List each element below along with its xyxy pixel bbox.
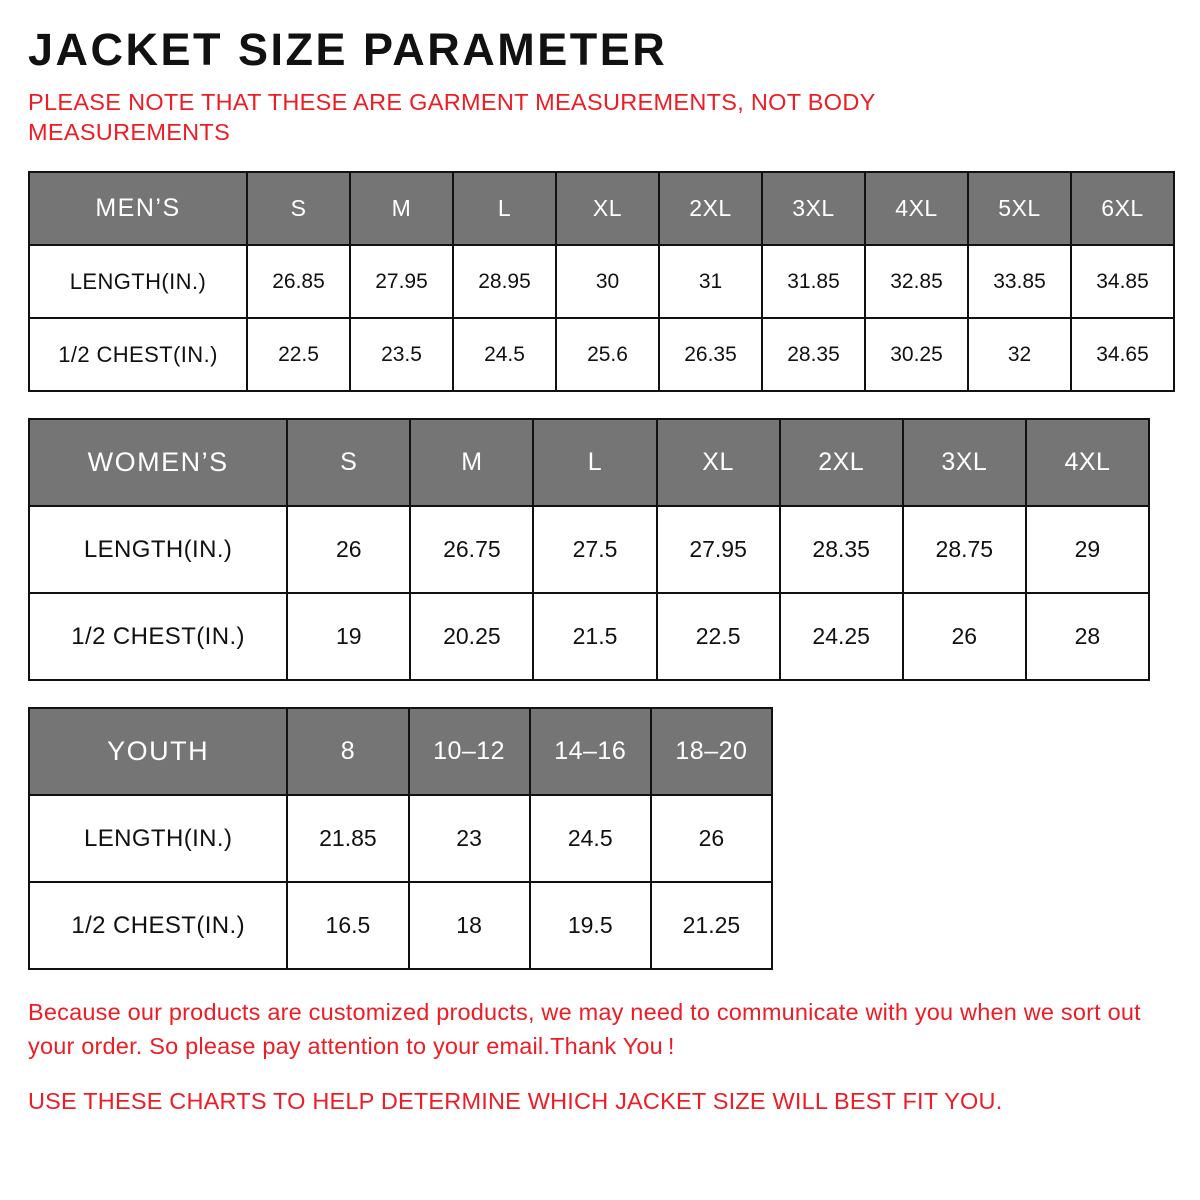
youth-size-header: 14–16 bbox=[530, 708, 651, 795]
womens-size-table bbox=[28, 418, 1150, 681]
youth-size-table bbox=[28, 707, 773, 970]
mens-length-value: 31 bbox=[659, 245, 762, 318]
womens-table-label: WOMEN’S bbox=[29, 419, 287, 506]
womens-size-header: M bbox=[410, 419, 533, 506]
womens-length-label: LENGTH(IN.) bbox=[29, 506, 287, 593]
womens-length-value: 27.95 bbox=[657, 506, 780, 593]
youth-size-header: 10–12 bbox=[409, 708, 530, 795]
table-row bbox=[29, 795, 772, 882]
youth-table-label: YOUTH bbox=[29, 708, 287, 795]
mens-chest-value: 32 bbox=[968, 318, 1071, 391]
mens-length-value: 28.95 bbox=[453, 245, 556, 318]
mens-chest-value: 22.5 bbox=[247, 318, 350, 391]
womens-length-value: 26.75 bbox=[410, 506, 533, 593]
youth-chest-value: 19.5 bbox=[530, 882, 651, 969]
womens-size-header: 2XL bbox=[780, 419, 903, 506]
womens-length-value: 28.75 bbox=[903, 506, 1026, 593]
youth-chest-value: 18 bbox=[409, 882, 530, 969]
mens-length-value: 26.85 bbox=[247, 245, 350, 318]
table-row bbox=[29, 172, 1174, 245]
youth-chest-label: 1/2 CHEST(IN.) bbox=[29, 882, 287, 969]
table-row bbox=[29, 593, 1149, 680]
table-row bbox=[29, 506, 1149, 593]
mens-size-header: 2XL bbox=[659, 172, 762, 245]
mens-size-header: S bbox=[247, 172, 350, 245]
mens-chest-value: 30.25 bbox=[865, 318, 968, 391]
mens-size-header: 6XL bbox=[1071, 172, 1174, 245]
mens-chest-value: 23.5 bbox=[350, 318, 453, 391]
youth-size-header: 18–20 bbox=[651, 708, 772, 795]
womens-size-header: S bbox=[287, 419, 410, 506]
youth-length-value: 21.85 bbox=[287, 795, 408, 882]
womens-chest-value: 20.25 bbox=[410, 593, 533, 680]
youth-length-value: 23 bbox=[409, 795, 530, 882]
mens-length-value: 34.85 bbox=[1071, 245, 1174, 318]
table-row bbox=[29, 318, 1174, 391]
mens-size-header: L bbox=[453, 172, 556, 245]
youth-length-value: 26 bbox=[651, 795, 772, 882]
womens-size-header: L bbox=[533, 419, 656, 506]
mens-length-value: 27.95 bbox=[350, 245, 453, 318]
womens-chest-label: 1/2 CHEST(IN.) bbox=[29, 593, 287, 680]
womens-chest-value: 22.5 bbox=[657, 593, 780, 680]
table-row bbox=[29, 245, 1174, 318]
womens-size-header: 3XL bbox=[903, 419, 1026, 506]
youth-size-header: 8 bbox=[287, 708, 408, 795]
womens-chest-value: 24.25 bbox=[780, 593, 903, 680]
youth-chest-value: 21.25 bbox=[651, 882, 772, 969]
mens-chest-label: 1/2 CHEST(IN.) bbox=[29, 318, 247, 391]
chart-usage-note: USE THESE CHARTS TO HELP DETERMINE WHICH JACKET SIZE WILL BEST FIT YOU. bbox=[28, 1088, 1003, 1115]
mens-size-header: 4XL bbox=[865, 172, 968, 245]
youth-chest-value: 16.5 bbox=[287, 882, 408, 969]
mens-size-header: 5XL bbox=[968, 172, 1071, 245]
mens-length-value: 30 bbox=[556, 245, 659, 318]
mens-length-value: 32.85 bbox=[865, 245, 968, 318]
youth-length-label: LENGTH(IN.) bbox=[29, 795, 287, 882]
youth-length-value: 24.5 bbox=[530, 795, 651, 882]
mens-chest-value: 28.35 bbox=[762, 318, 865, 391]
womens-length-value: 29 bbox=[1026, 506, 1149, 593]
table-row bbox=[29, 882, 772, 969]
page-title: JACKET SIZE PARAMETER bbox=[28, 24, 668, 75]
mens-length-value: 33.85 bbox=[968, 245, 1071, 318]
mens-size-header: 3XL bbox=[762, 172, 865, 245]
womens-length-value: 28.35 bbox=[780, 506, 903, 593]
mens-length-value: 31.85 bbox=[762, 245, 865, 318]
mens-chest-value: 34.65 bbox=[1071, 318, 1174, 391]
mens-table-label: MEN’S bbox=[29, 172, 247, 245]
womens-chest-value: 28 bbox=[1026, 593, 1149, 680]
womens-length-value: 27.5 bbox=[533, 506, 656, 593]
mens-chest-value: 24.5 bbox=[453, 318, 556, 391]
table-row bbox=[29, 708, 772, 795]
womens-length-value: 26 bbox=[287, 506, 410, 593]
mens-size-header: XL bbox=[556, 172, 659, 245]
womens-chest-value: 26 bbox=[903, 593, 1026, 680]
womens-chest-value: 19 bbox=[287, 593, 410, 680]
womens-chest-value: 21.5 bbox=[533, 593, 656, 680]
mens-size-header: M bbox=[350, 172, 453, 245]
mens-chest-value: 25.6 bbox=[556, 318, 659, 391]
womens-size-header: 4XL bbox=[1026, 419, 1149, 506]
table-row bbox=[29, 419, 1149, 506]
mens-chest-value: 26.35 bbox=[659, 318, 762, 391]
customization-note: Because our products are customized products, we may need to communicate with you when we sort out your order. So please pay attention to your email.Thank You ! bbox=[28, 999, 1141, 1059]
womens-size-header: XL bbox=[657, 419, 780, 506]
mens-size-table bbox=[28, 171, 1175, 392]
mens-length-label: LENGTH(IN.) bbox=[29, 245, 247, 318]
garment-measurement-note: PLEASE NOTE THAT THESE ARE GARMENT MEASUREMENTS, NOT BODY MEASUREMENTS bbox=[28, 89, 876, 146]
